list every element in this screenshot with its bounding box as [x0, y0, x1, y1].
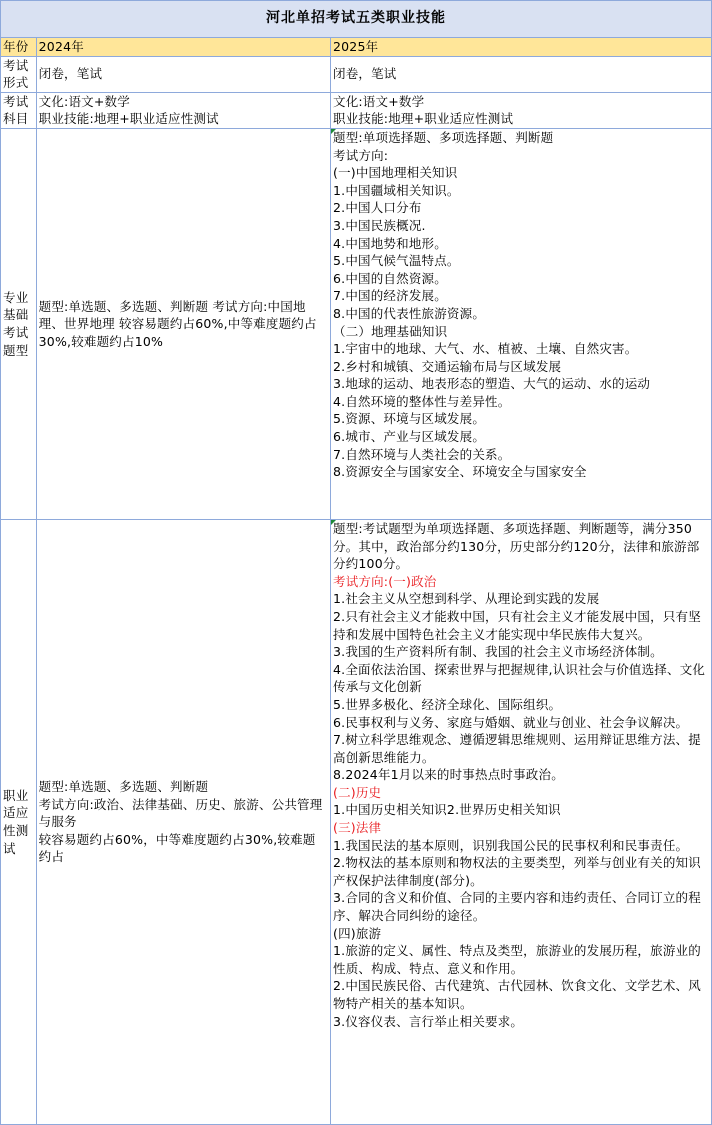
row-label-exam-subject [1, 92, 37, 128]
text-line: 职业技能:地理+职业适应性测试 [333, 111, 514, 127]
text-line: 3.仪容仪表、言行举止相关要求。 [333, 1013, 524, 1029]
text-line: 较容易题约占60%，中等难度题约占30%,较难题约占 [38, 831, 316, 865]
text-line: 5.资源、环境与区域发展。 [333, 411, 486, 427]
section-heading: (三)法律 [333, 820, 382, 836]
text-line: 7.树立科学思维观念、遵循逻辑思维规则、运用辩证思维方法、提高创新思维能力。 [333, 732, 701, 765]
text-line: 3.中国民族概况. [333, 217, 426, 233]
text-line: 考试方向: [333, 147, 389, 163]
text-line: 8.资源安全与国家安全、环境安全与国家安全 [333, 464, 587, 480]
label-line: 试 [3, 840, 16, 856]
text-line: 6.民事权利与义务、家庭与婚姻、就业与创业、社会争议解决。 [333, 714, 689, 730]
label-line: 基础 [3, 307, 29, 323]
text-line: 题型:考试题型为单项选择题、多项选择题、判断题等，满分350分。其中，政治部分约130分，历史部分约120分，法律和旅游部分约100分。 [333, 520, 700, 572]
text-line: 2.物权法的基本原则和物权法的主要类型，列举与创业有关的知识产权保护法律制度(部分)。 [333, 855, 701, 888]
row-basic-exam [1, 128, 712, 519]
cell-2024-form: 闭卷，笔试 [36, 56, 330, 92]
text-line: 8.中国的代表性旅游资源。 [333, 305, 486, 321]
text-line: 1.我国民法的基本原则，识别我国公民的民事权利和民事责任。 [333, 837, 689, 853]
text-line: 4.中国地势和地形。 [333, 235, 447, 251]
label-line: 科目 [3, 111, 29, 127]
text-line: 2.乡村和城镇、交通运输布局与区域发展 [333, 358, 562, 374]
cell-2024-subject [36, 92, 330, 128]
header-year: 年份 [1, 38, 37, 57]
text-line: 1.旅游的定义、属性、特点及类型，旅游业的发展历程，旅游业的性质、构成、特点、意义和作用。 [333, 943, 701, 976]
header-2025: 2025年 [331, 38, 712, 57]
label-line: 职业 [3, 787, 29, 803]
text-line: 1.中国历史相关知识2.世界历史相关知识 [333, 802, 561, 818]
text-line: （二）地理基础知识 [333, 323, 448, 339]
header-row [1, 38, 712, 57]
text-line: 7.中国的经济发展。 [333, 288, 447, 304]
cell-2025-vocational [331, 519, 712, 1124]
cell-2025-subject [331, 92, 712, 128]
text-line: 5.世界多极化、经济全球化、国际组织。 [333, 696, 562, 712]
text-line: 2.中国人口分布 [333, 200, 422, 216]
text-line: 6.城市、产业与区域发展。 [333, 429, 486, 445]
text-line: 5.中国气候气温特点。 [333, 253, 460, 269]
label-line: 形式 [3, 75, 29, 91]
section-heading: 考试方向:(一)政治 [333, 573, 437, 589]
text-line: 3.我国的生产资料所有制、我国的社会主义市场经济体制。 [333, 644, 663, 660]
text-line: 4.全面依法治国、探索世界与把握规律,认识社会与价值选择、文化传承与文化创新 [333, 661, 706, 695]
text-line: (一)中国地理相关知识 [333, 165, 458, 181]
text-line: 文化:语文+数学 [333, 93, 425, 109]
row-label-vocational-test [1, 519, 37, 1124]
text-line: 3.合同的含义和价值、合同的主要内容和违约责任、合同订立的程序、解决合同纠纷的途径。 [333, 890, 701, 924]
cell-2025-form: 闭卷，笔试 [331, 56, 712, 92]
row-label-exam-form [1, 56, 37, 92]
text-line: 6.中国的自然资源。 [333, 270, 447, 286]
text-line: 考试方向:政治、法律基础、历史、旅游、公共管理与服务 [38, 796, 323, 830]
text-line: 2.中国民族民俗、古代建筑、古代园林、饮食文化、文学艺术、风物特产相关的基本知识。 [333, 978, 701, 1011]
section-heading: (二)历史 [333, 784, 382, 800]
text-line: 8.2024年1月以来的时事热点时事政治。 [333, 767, 564, 783]
row-vocational-test [1, 519, 712, 1124]
row-exam-subject [1, 92, 712, 128]
text-line: 文化:语文+数学 [38, 93, 130, 109]
cell-2025-basic [331, 128, 712, 519]
label-line: 题型 [3, 342, 29, 358]
text-line: 1.宇宙中的地球、大气、水、植被、土壤、自然灾害。 [333, 341, 638, 357]
label-line: 考试 [3, 324, 29, 340]
table-title: 河北单招考试五类职业技能 [1, 1, 712, 38]
text-line: 职业技能:地理+职业适应性测试 [38, 111, 219, 127]
text-line: 3.地球的运动、地表形态的塑造、大气的运动、水的运动 [333, 376, 651, 392]
row-exam-form [1, 56, 712, 92]
cell-2024-vocational [36, 519, 330, 1124]
text-line: 7.自然环境与人类社会的关系。 [333, 446, 511, 462]
label-line: 性测 [3, 822, 29, 838]
text-line: 题型:单项选择题、多项选择题、判断题 [333, 129, 554, 145]
text-line: 2.只有社会主义才能救中国，只有社会主义才能发展中国，只有坚持和发展中国特色社会主义才能实现中华民族伟大复兴。 [333, 608, 701, 642]
header-2024: 2024年 [36, 38, 330, 57]
cell-2024-basic: 题型:单选题、多选题、判断题 考试方向:中国地理、世界地理 较容易题约占60%,中等难度题约占30%,较难题约占10% [36, 128, 330, 519]
label-line: 专业 [3, 289, 29, 305]
text-line: 4.自然环境的整体性与差异性。 [333, 393, 511, 409]
text-line: 题型:单选题、多选题、判断题 [38, 778, 209, 794]
label-line: 适应 [3, 805, 29, 821]
text-line: (四)旅游 [333, 925, 382, 941]
label-line: 考试 [3, 93, 29, 109]
row-label-basic-exam [1, 128, 37, 519]
text-line: 1.社会主义从空想到科学、从理论到实践的发展 [333, 591, 600, 607]
label-line: 考试 [3, 57, 29, 73]
text-line: 1.中国疆域相关知识。 [333, 182, 460, 198]
